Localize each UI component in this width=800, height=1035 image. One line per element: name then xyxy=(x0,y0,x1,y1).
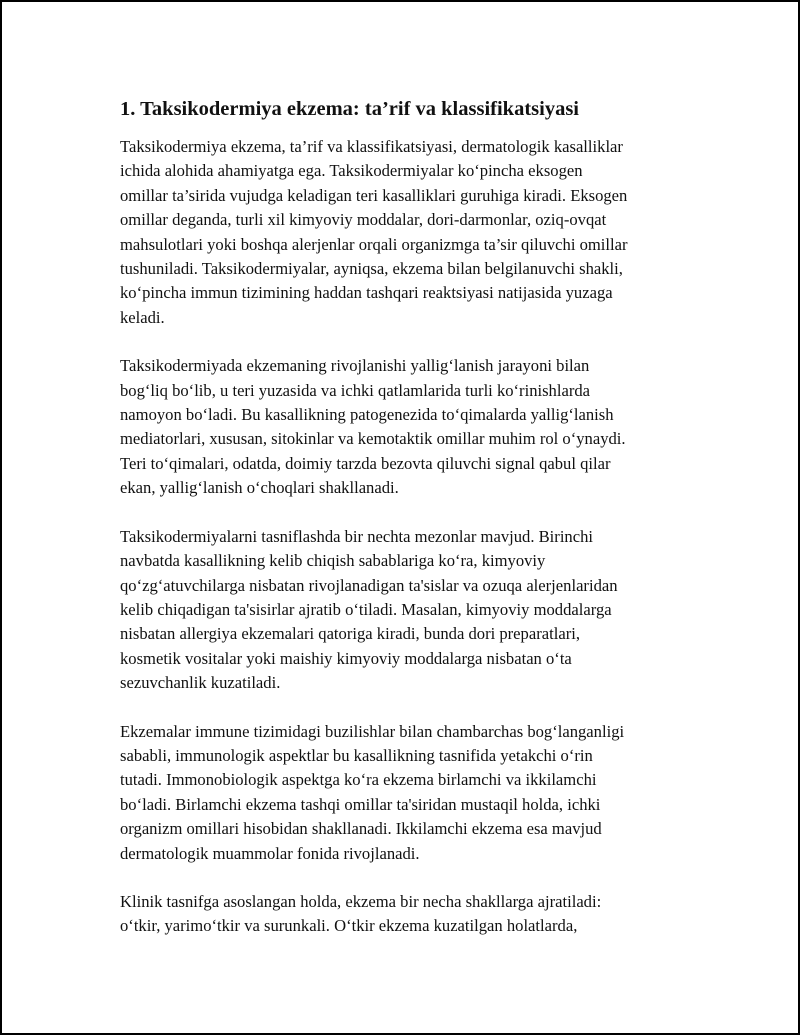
paragraph-4 xyxy=(120,720,686,866)
text-line: organizm omillari hisobidan shakllanadi. Ikkilamchi ekzema esa mavjud xyxy=(120,819,602,839)
text-line: Taksikodermiya ekzema, ta’rif va klassifikatsiyasi, dermatologik kasalliklar xyxy=(120,137,623,156)
section-heading: 1. Taksikodermiya ekzema: ta’rif va klassifikatsiyasi xyxy=(120,98,579,120)
text-line: mediatorlari, xususan, sitokinlar va kemotaktik omillar muhim rol o‘ynaydi. xyxy=(120,429,626,449)
text-line: bo‘ladi. Birlamchi ekzema tashqi omillar ta'siridan mustaqil holda, ichki xyxy=(120,794,601,814)
text-line: navbatda kasallikning kelib chiqish sabablariga ko‘ra, kimyoviy xyxy=(120,551,546,571)
text-line: sezuvchanlik kuzatiladi. xyxy=(120,673,281,693)
text-line: omillar deganda, turli xil kimyoviy moddalar, dori-darmonlar, oziq-ovqat xyxy=(120,210,607,230)
text-line: Ekzemalar immune tizimidagi buzilishlar bilan chambarchas bog‘langanligi xyxy=(120,721,625,741)
text-line: qo‘zg‘atuvchilarga nisbatan rivojlanadigan ta'sislar va ozuqa alerjenlaridan xyxy=(120,575,618,595)
text-line: Taksikodermiyalarni tasniflashda bir nechta mezonlar mavjud. Birinchi xyxy=(120,526,593,546)
text-line: ko‘pincha immun tizimining haddan tashqari reaktsiyasi natijasida yuzaga xyxy=(120,283,613,303)
text-line: namoyon bo‘ladi. Bu kasallikning patogenezida to‘qimalarda yallig‘lanish xyxy=(120,405,614,425)
text-line: ekan, yallig‘lanish o‘choqlari shakllanadi. xyxy=(120,478,399,498)
text-line: sababli, immunologik aspektlar bu kasallikning tasnifida yetakchi o‘rin xyxy=(120,745,593,765)
text-line: o‘tkir, yarimo‘tkir va surunkali. O‘tkir ekzema kuzatilgan holatlarda, xyxy=(120,916,578,936)
text-line: keladi. xyxy=(120,307,165,327)
text-line: omillar ta’sirida vujudga keladigan teri kasalliklari guruhiga kiradi. Eksogen xyxy=(120,185,628,205)
text-line: Teri to‘qimalari, odatda, doimiy tarzda bezovta qiluvchi signal qabul qilar xyxy=(120,453,611,473)
text-line: Taksikodermiyada ekzemaning rivojlanishi yallig‘lanish jarayoni bilan xyxy=(120,356,590,376)
text-line: Klinik tasnifga asoslangan holda, ekzema bir necha shakllarga ajratiladi: xyxy=(120,891,602,911)
text-line: nisbatan allergiya ekzemalari qatoriga kiradi, bunda dori preparatlari, xyxy=(120,624,580,644)
text-line: tushuniladi. Taksikodermiyalar, ayniqsa, ekzema bilan belgilanuvchi shakli, xyxy=(120,259,623,279)
paragraph-5 xyxy=(120,890,686,939)
text-line: kosmetik vositalar yoki maishiy kimyoviy moddalarga nisbatan o‘ta xyxy=(120,648,572,668)
text-line: mahsulotlari yoki boshqa alerjenlar orqali organizmga ta’sir qiluvchi omillar xyxy=(120,234,628,254)
paragraph-3 xyxy=(120,525,686,696)
text-line: kelib chiqadigan ta'sisirlar ajratib o‘tiladi. Masalan, kimyoviy moddalarga xyxy=(120,599,612,619)
text-line: tutadi. Immonobiologik aspektga ko‘ra ekzema birlamchi va ikkilamchi xyxy=(120,770,597,790)
document-body xyxy=(120,96,686,963)
text-line: bog‘liq bo‘lib, u teri yuzasida va ichki qatlamlarida turli ko‘rinishlarda xyxy=(120,380,591,400)
text-line: dermatologik muammolar fonida rivojlanadi. xyxy=(120,843,420,863)
paragraph-2 xyxy=(120,354,686,500)
paragraph-1 xyxy=(120,135,686,330)
text-line: ichida alohida ahamiyatga ega. Taksikodermiyalar ko‘pincha eksogen xyxy=(120,161,583,181)
